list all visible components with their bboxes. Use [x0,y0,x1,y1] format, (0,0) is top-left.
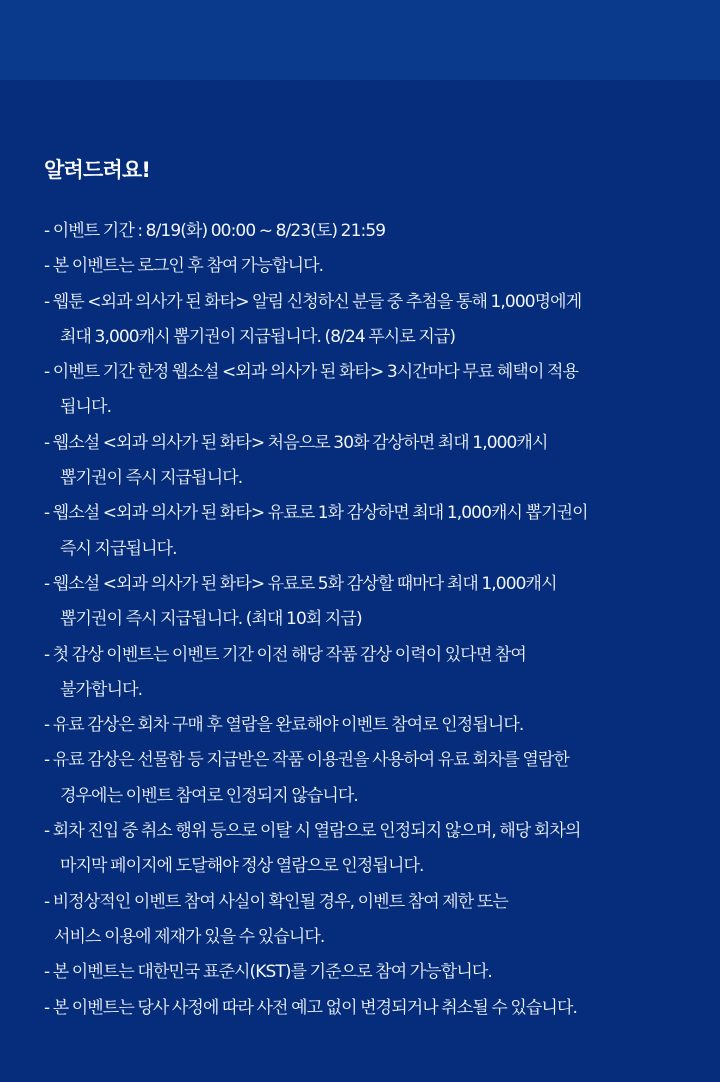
notice-line: - 회차 진입 중 취소 행위 등으로 이탈 시 열람으로 인정되지 않으며, 해당 회차의 [44,821,581,842]
notice-line: - 웹소설 <외과 의사가 된 화타> 유료로 5화 감상할 때마다 최대 1,000캐시 [44,573,557,594]
notice-line-continued: 서비스 이용에 제재가 있을 수 있습니다. [54,926,325,947]
notice-title: 알려드려요! [44,158,151,182]
notice-line: - 본 이벤트는 당사 사정에 따라 사전 예고 없이 변경되거나 취소될 수 있습니다. [44,997,577,1018]
notice-item-period [44,214,684,249]
notice-line-continued: 경우에는 이벤트 참여로 인정되지 않습니다. [60,785,358,806]
top-banner-band [0,0,720,80]
notice-item-free-benefit [44,355,684,426]
notice-line-continued: 됩니다. [60,397,112,418]
notice-item-paid-5 [44,567,684,638]
notice-item-abnormal [44,885,684,956]
notice-line: - 본 이벤트는 로그인 후 참여 가능합니다. [44,256,324,277]
notice-line-continued: 최대 3,000캐시 뽑기권이 지급됩니다. (8/24 푸시로 지급) [60,326,456,347]
notice-line: - 웹툰 <외과 의사가 된 화타> 알림 신청하신 분들 중 추첨을 통해 1,000명에게 [44,291,582,312]
notice-list [44,214,684,1026]
notice-line: - 웹소설 <외과 의사가 된 화타> 유료로 1화 감상하면 최대 1,000캐시 뽑기권이 [44,503,588,524]
notice-item-change [44,991,684,1026]
notice-section [44,152,684,1026]
notice-line: - 웹소설 <외과 의사가 된 화타> 처음으로 30화 감상하면 최대 1,000캐시 [44,432,548,453]
notice-item-gift-voucher [44,743,684,814]
notice-item-first-view-limit [44,638,684,709]
notice-item-first-30 [44,426,684,497]
notice-line-continued: 즉시 지급됩니다. [60,538,177,559]
notice-item-login [44,249,684,284]
notice-line: - 첫 감상 이벤트는 이벤트 기간 이전 해당 작품 감상 이력이 있다면 참여 [44,644,526,665]
notice-line: - 본 이벤트는 대한민국 표준시(KST)를 기준으로 참여 가능합니다. [44,962,492,983]
notice-item-paid-complete [44,708,684,743]
notice-line-continued: 뽑기권이 즉시 지급됩니다. (최대 10회 지급) [60,609,362,630]
notice-item-cancel-exit [44,814,684,885]
notice-item-webtoon-alarm [44,285,684,356]
notice-line-continued: 마지막 페이지에 도달해야 정상 열람으로 인정됩니다. [60,856,424,877]
notice-line-continued: 뽑기권이 즉시 지급됩니다. [60,468,243,489]
notice-line: - 유료 감상은 선물함 등 지급받은 작품 이용권을 사용하여 유료 회차를 열람한 [44,750,569,771]
notice-line-continued: 불가합니다. [60,679,143,700]
notice-item-paid-1 [44,496,684,567]
notice-line: - 이벤트 기간 : 8/19(화) 00:00 ~ 8/23(토) 21:59 [44,221,386,241]
notice-line: - 이벤트 기간 한정 웹소설 <외과 의사가 된 화타> 3시간마다 무료 혜택이 적용 [44,362,579,383]
notice-item-kst [44,955,684,990]
notice-line: - 비정상적인 이벤트 참여 사실이 확인될 경우, 이벤트 참여 제한 또는 [44,891,508,912]
notice-line: - 유료 감상은 회차 구매 후 열람을 완료해야 이벤트 참여로 인정됩니다. [44,715,524,736]
